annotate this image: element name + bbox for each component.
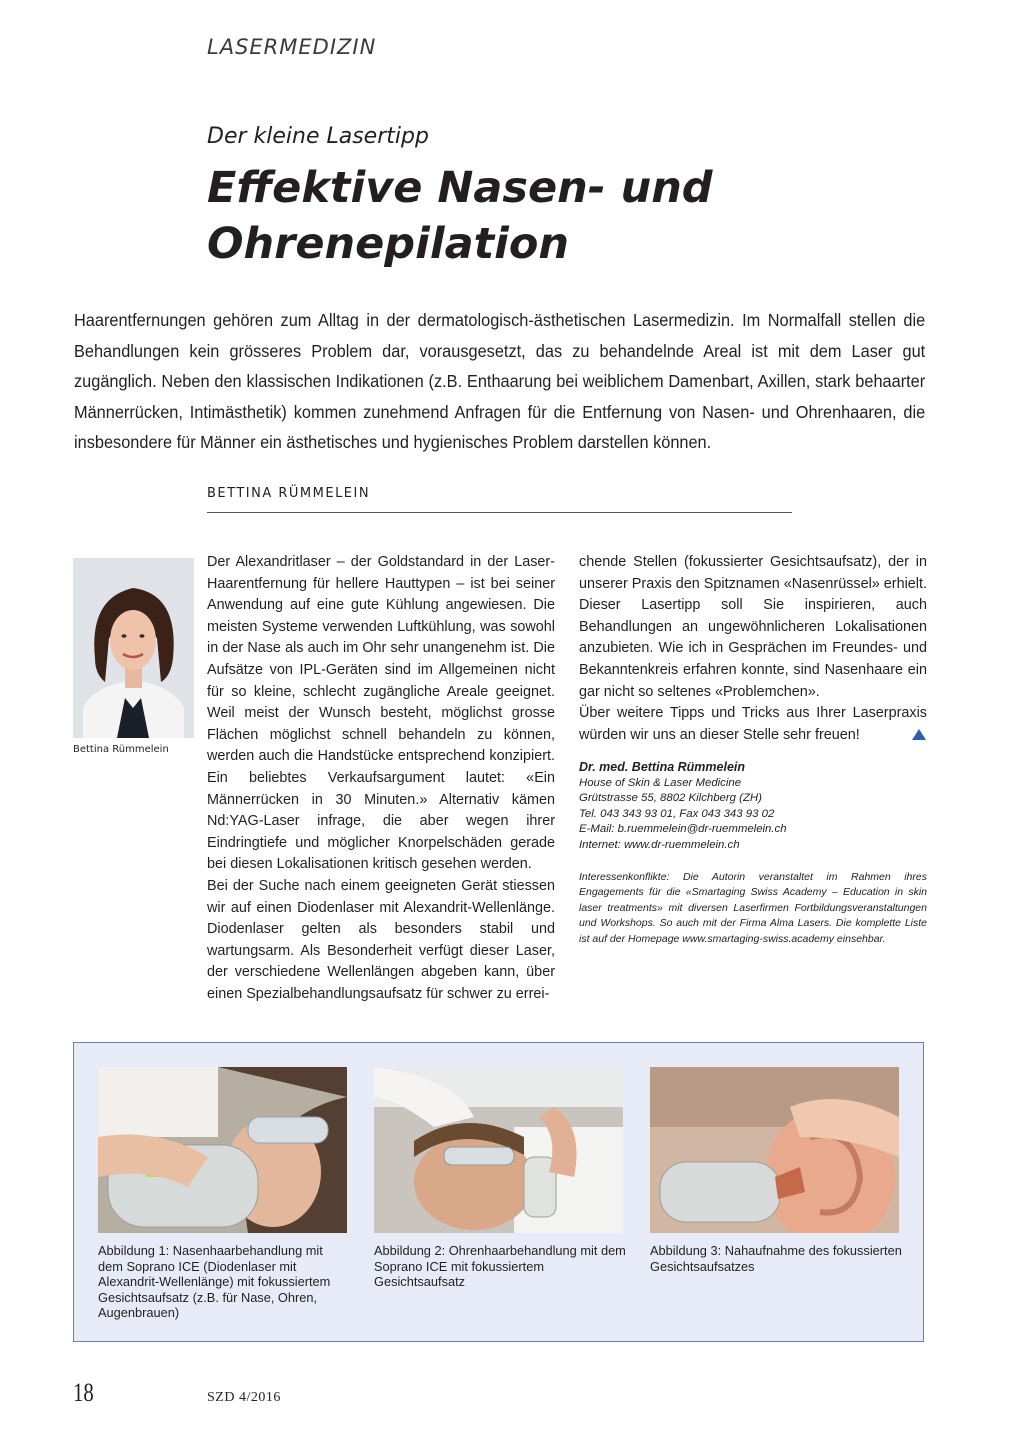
- author-portrait: [73, 558, 194, 738]
- figure-2-photo: [374, 1067, 623, 1233]
- paragraph: Bei der Suche nach einem geeigneten Gerät stiessen wir auf einen Diodenlaser mit Alexandrit-Wellenlänge. Diodenlaser gelten als besonders stabil und wartungsarm. Als Besonderheit verfügt dieser Laser, der verschiedene Wellenlängen abgeben kann, über einen Spezialbehandlungsaufsatz für schwer zu errei-: [207, 877, 555, 1002]
- figure-1-photo: [98, 1067, 347, 1233]
- contact-email: E-Mail: b.ruemmelein@dr-ruemmelein.ch: [579, 823, 787, 835]
- contact-website: Internet: www.dr-ruemmelein.ch: [579, 838, 740, 851]
- byline-rule: [207, 512, 792, 513]
- figure-1-caption: Abbildung 1: Nasenhaarbehandlung mit dem Soprano ICE (Diodenlaser mit Alexandrit-Wellenlänge) mit fokussiertem Gesichtsaufsatz (z.B. für Nase, Ohren, Augenbrauen): [98, 1243, 331, 1321]
- author-byline: BETTINA RÜMMELEIN: [207, 486, 371, 501]
- contact-organization: House of Skin & Laser Medicine: [579, 776, 742, 789]
- journal-issue: SZD 4/2016: [207, 1390, 281, 1405]
- article-kicker: Der kleine Lasertipp: [207, 124, 429, 149]
- figure-3-photo: [650, 1067, 899, 1233]
- contact-phone: Tel. 043 343 93 01, Fax 043 343 93 02: [579, 807, 775, 820]
- paragraph: Der Alexandritlaser – der Goldstandard in der Laser-Haarentfernung für hellere Hauttypen – ist bei seiner Anwendung auf eine gute Kühlung angewiesen. Die meisten Systeme verwenden Luftkühlung, was sowohl in der Nase als auch im Ohr sehr unangenehm ist. Die Aufsätze von IPL-Geräten sind im Allgemeinen nicht für so kleine, schlecht zugängliche Areale geeignet. Weil meist der Wunsch besteht, möglichst grosse Flächen möglichst schnell behandeln zu können, werden auch die Handstücke entsprechend konzipiert. Ein beliebtes Verkaufsargument lautet: «Ein Männerrücken in 30 Minuten.» Alternativ kämen Nd:YAG-Laser infrage, die aber wegen ihrer Eindringtiefe und möglicher Knorpelschäden gerade bei diesen Lokalisationen kritisch gesehen werden.: [207, 554, 555, 873]
- end-of-article-triangle-icon: [912, 729, 926, 740]
- figure-2-caption: Abbildung 2: Ohrenhaarbehandlung mit dem Soprano ICE mit fokussiertem Gesichtsaufsatz: [374, 1243, 626, 1290]
- contact-name: Dr. med. Bettina Rümmelein: [579, 760, 746, 774]
- portrait-caption: Bettina Rümmelein: [73, 744, 169, 755]
- page-number: 18: [73, 1378, 94, 1407]
- paragraph: chende Stellen (fokussierter Gesichtsaufsatz), der in unserer Praxis den Spitznamen «Nasenrüssel» erhielt. Dieser Lasertipp soll Sie inspirieren, auch Behandlungen an ungewöhnlicheren Lokalisationen anzubieten. Wie ich in Gesprächen im Freundes- und Bekanntenkreis erfahren konnte, sind Nasenhaare ein gar nicht so seltenes «Problemchen».: [579, 554, 927, 700]
- figure-3-caption: Abbildung 3: Nahaufnahme des fokussierten Gesichtsaufsatzes: [650, 1243, 902, 1274]
- article-lead: Haarentfernungen gehören zum Alltag in der dermatologisch-ästhetischen Lasermedizin. Im Normalfall stellen die Behandlungen kein grösseres Problem dar, vorausgesetzt, das zu behandelnde Areal ist mit dem Laser gut zugänglich. Neben den klassischen Indikationen (z.B. Enthaarung bei weiblichem Damenbart, Axillen, stark behaarter Männerrücken, Intimästhetik) kommen zunehmend Anfragen für die Entfernung von Nasen- und Ohrenhaaren, die insbesondere für Männer ein ästhetisches und hygienisches Problem darstellen können.: [74, 310, 926, 452]
- section-label: LASERMEDIZIN: [207, 35, 377, 59]
- article-title: Effektive Nasen- und Ohrenepilation: [207, 163, 713, 269]
- paragraph: Über weitere Tipps und Tricks aus Ihrer Laserpraxis würden wir uns an dieser Stelle sehr freuen!: [579, 705, 927, 743]
- body-column-2: [579, 552, 927, 746]
- figure-box: [73, 1042, 924, 1342]
- conflict-of-interest-note: Interessenkonflikte: Die Autorin veranstaltet im Rahmen ihres Engagements für die «Smartaging Swiss Academy – Education in skin laser treatments» mit diversen Laserfirmen Fortbildungsveranstaltungen und Workshops. So auch mit der Firma Alma Lasers. Die komplette Liste ist auf der Homepage www.smartaging-swiss.academy einsehbar.: [579, 871, 927, 945]
- author-contact: [579, 760, 929, 853]
- body-column-1: [207, 552, 555, 1005]
- contact-address: Grütstrasse 55, 8802 Kilchberg (ZH): [579, 792, 762, 804]
